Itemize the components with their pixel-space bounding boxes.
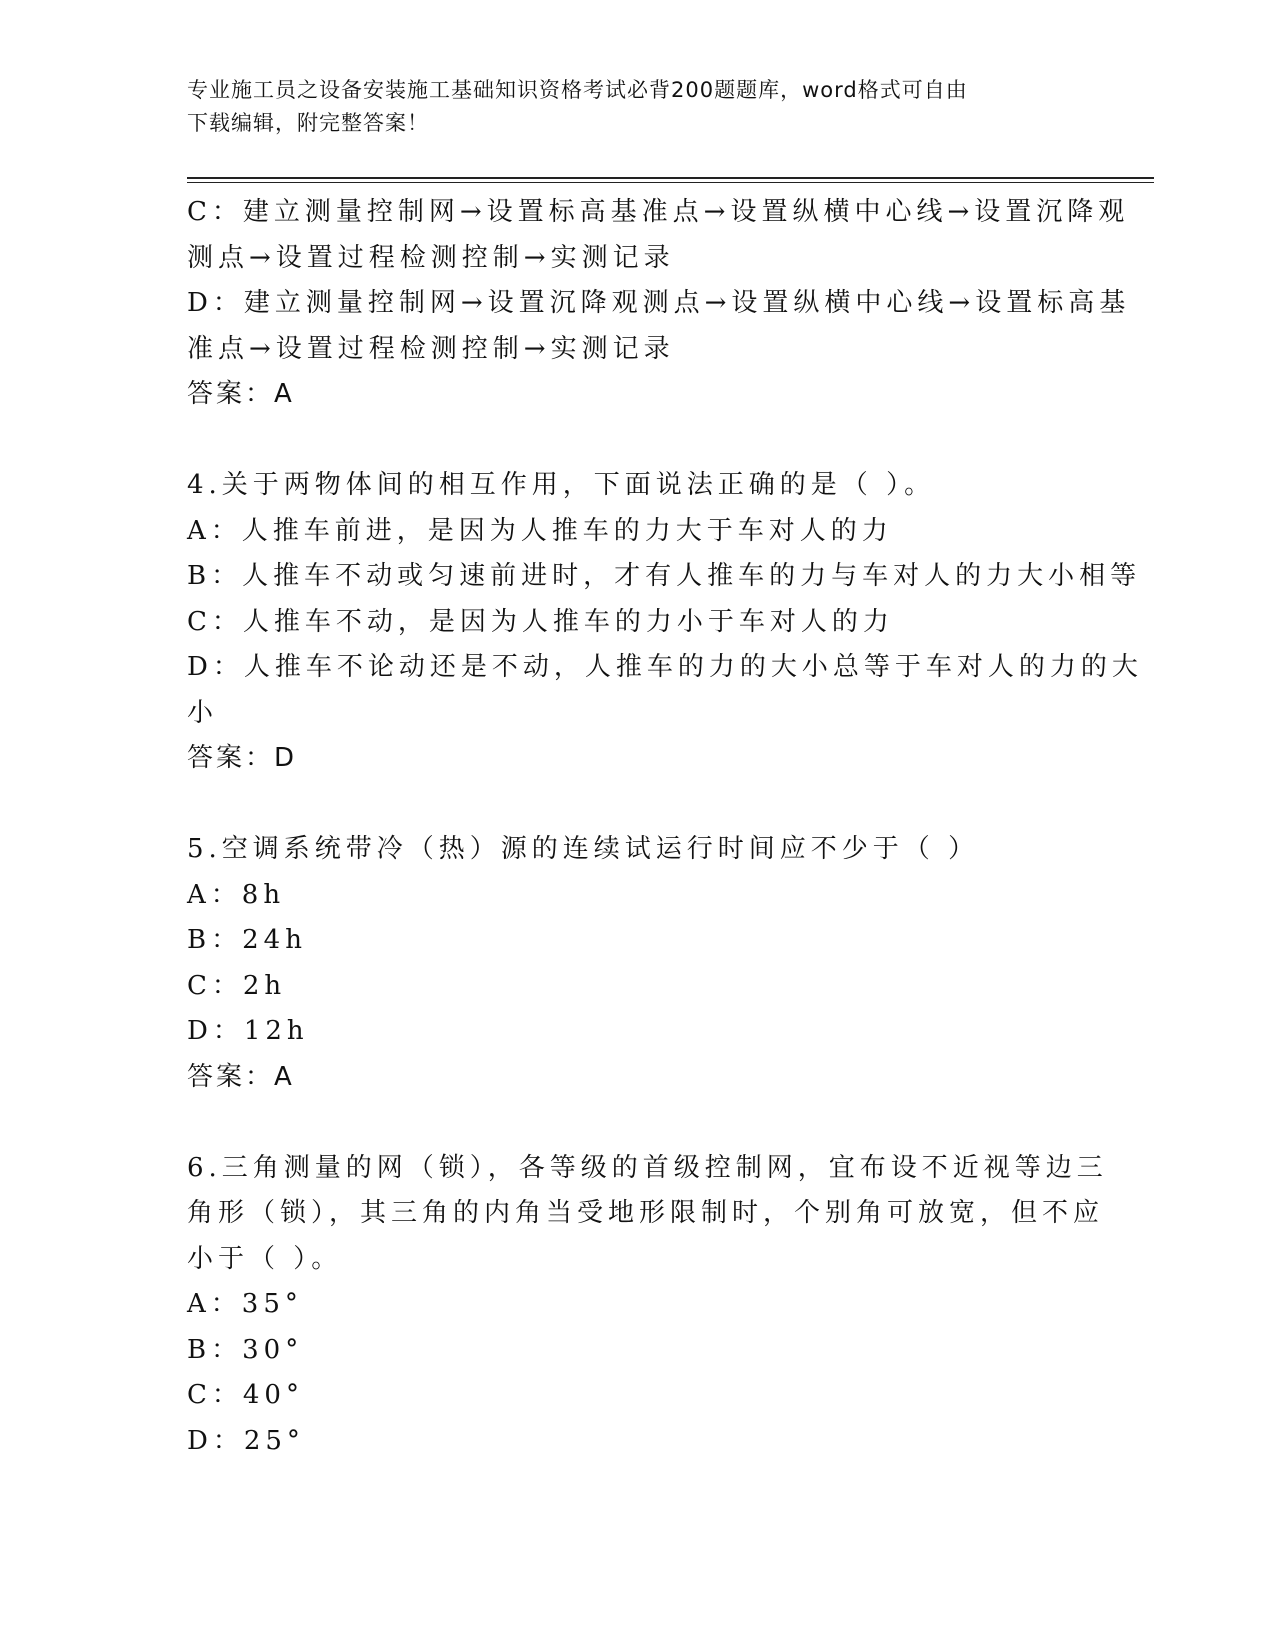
q5-question: 5.空调系统带冷（热）源的连续试运行时间应不少于（ ） [187,834,980,864]
header-line-2: 下载编辑，附完整答案！ [187,111,429,135]
q3-option-c-line-1: C：建立测量控制网→设置标高基准点→设置纵横中心线→设置沉降观 [187,197,1130,227]
q3-option-d-line-2: 准点→设置过程检测控制→实测记录 [187,333,675,364]
q4-option-c: C：人推车不动，是因为人推车的力小于车对人的力 [187,606,894,637]
q4-option-b: B：人推车不动或匀速前进时，才有人推车的力与车对人的力大小相等 [187,561,1142,591]
q6-option-a: A：35° [187,1289,303,1319]
q6-question-line-1: 6.三角测量的网（锁），各等级的首级控制网，宜布设不近视等边三 [187,1152,1108,1183]
q5-answer: 答案：A [187,1061,295,1092]
q3-answer: 答案：A [187,379,295,409]
q6-option-b: B：30° [187,1334,304,1365]
q6-option-c: C：40° [187,1380,304,1410]
q4-answer: 答案：D [187,743,298,773]
q3-option-c-line-2: 测点→设置过程检测控制→实测记录 [187,242,675,273]
q5-option-c: C：2h [187,970,287,1001]
q6-question-line-3: 小于（ ）。 [187,1243,343,1274]
header-rule-thin [187,182,1154,183]
question-content [187,190,1143,1464]
q5-option-b: B：24h [187,925,307,955]
q6-option-d: D：25° [187,1425,305,1456]
q4-option-a: A：人推车前进，是因为人推车的力大于车对人的力 [187,515,893,546]
q5-option-a: A：8h [187,879,286,910]
q5-option-d: D：12h [187,1016,309,1046]
header-rule-thick [187,177,1154,179]
q6-question-line-2: 角形（锁），其三角的内角当受地形限制时，个别角可放宽，但不应 [187,1198,1105,1228]
q4-question: 4.关于两物体间的相互作用，下面说法正确的是（ ）。 [187,470,936,500]
q4-option-d-line-2: 小 [187,697,219,728]
q4-option-d-line-1: D：人推车不论动还是不动，人推车的力的大小总等于车对人的力的大 [187,652,1143,682]
document-header [187,74,1067,140]
header-line-1: 专业施工员之设备安装施工基础知识资格考试必背200题题库，word格式可自由 [187,78,968,102]
q3-option-d-line-1: D：建立测量控制网→设置沉降观测点→设置纵横中心线→设置标高基 [187,288,1131,318]
